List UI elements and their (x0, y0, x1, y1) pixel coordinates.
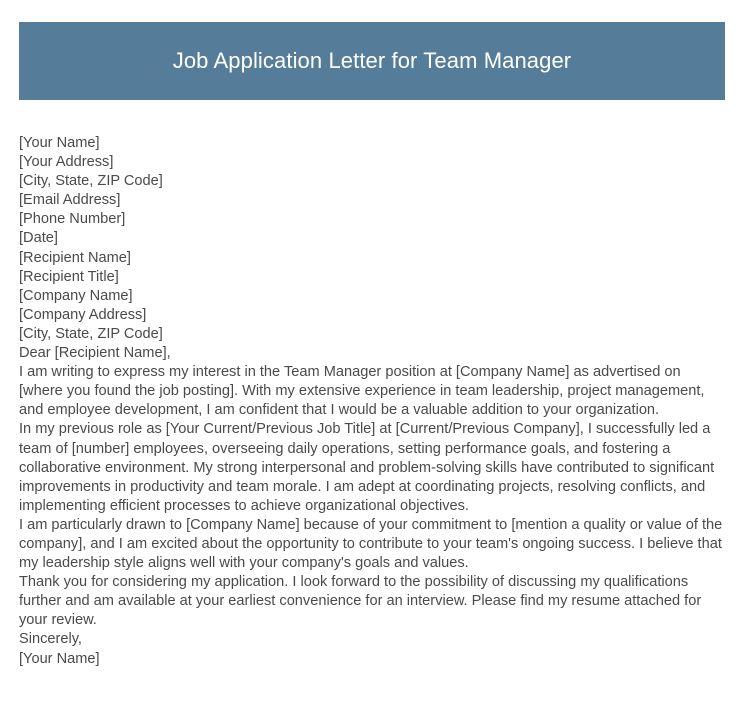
body-paragraph-3: I am particularly drawn to [Company Name] because of your commitment to [mention a quality or value of the company], and I am excited about the opportunity to contribute to your team's ongoing success. I believe that my leadership style aligns well with your company's goals and values. (19, 516, 723, 572)
recipient-line: [City, State, ZIP Code] (19, 325, 163, 342)
recipient-line: [Recipient Name] (19, 249, 131, 266)
recipient-address-block (19, 249, 723, 344)
sender-line: [Date] (19, 230, 58, 247)
body-paragraph-4: Thank you for considering my application. I look forward to the possibility of discussing my qualifications further and am available at your earliest convenience for an interview. Please find my resume attached for your review. (19, 574, 702, 629)
body-paragraph-1: I am writing to express my interest in the Team Manager position at [Company Name] as advertised on [where you found the job posting]. With my extensive experience in team leadership, project management, and employee development, I am confident that I would be a valuable addition to your organization. (19, 364, 705, 419)
letter-body (19, 134, 723, 669)
sender-line: [Phone Number] (19, 211, 126, 228)
salutation: Dear [Recipient Name], (19, 345, 171, 362)
document-header-banner (19, 22, 725, 100)
recipient-line: [Company Address] (19, 306, 147, 323)
sender-line: [Your Name] (19, 135, 100, 151)
sender-line: [Your Address] (19, 154, 114, 171)
recipient-line: [Company Name] (19, 287, 133, 304)
closing-salutation: Sincerely, (19, 631, 82, 648)
document-title: Job Application Letter for Team Manager (172, 47, 572, 73)
sender-line: [City, State, ZIP Code] (19, 173, 163, 190)
recipient-line: [Recipient Title] (19, 268, 119, 285)
sender-address-block (19, 134, 723, 249)
sender-line: [Email Address] (19, 192, 121, 209)
signature-name: [Your Name] (19, 650, 100, 667)
body-paragraph-2: In my previous role as [Your Current/Previous Job Title] at [Current/Previous Company], I successfully led a team of [number] employees, overseeing daily operations, setting performance goals, and fostering a collaborative environment. My strong interpersonal and problem-solving skills have contributed to significant improvements in productivity and team morale. I am adept at coordinating projects, resolving conflicts, and implementing efficient processes to achieve organizational objectives. (19, 421, 715, 514)
